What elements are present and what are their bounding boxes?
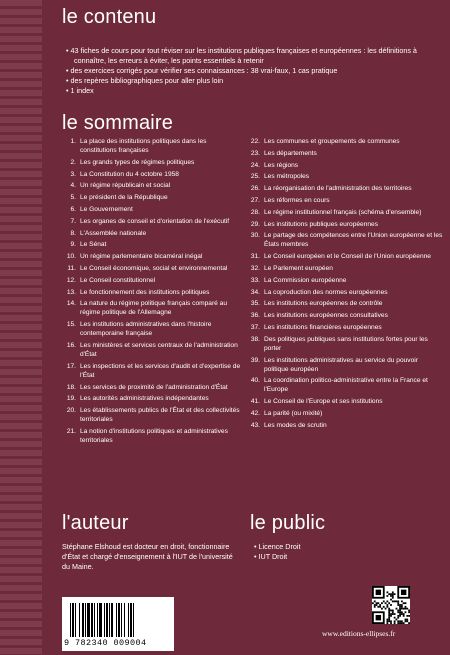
sommaire-item [64, 406, 242, 424]
sommaire-item-number: 42. [250, 409, 260, 417]
heading-auteur: l'auteur [62, 512, 129, 534]
sommaire-item-number: 28. [250, 208, 260, 216]
sommaire-item-number: 34. [250, 288, 260, 296]
sommaire-item-number: 38. [250, 335, 260, 343]
sommaire-item-number: 19. [66, 395, 76, 403]
sommaire-item-number: 9. [70, 241, 76, 249]
sommaire-item [248, 376, 444, 394]
contenu-item: • 1 index [66, 86, 94, 95]
sommaire-item [64, 288, 242, 297]
sommaire-item-number: 8. [70, 229, 76, 237]
qr-code-icon [372, 586, 410, 624]
sommaire-item [248, 264, 444, 273]
sommaire-item-title: Le régime institutionnel français (schéma d'ensemble) [264, 208, 422, 216]
sommaire-item-number: 10. [66, 253, 76, 261]
sommaire-item-title: La réorganisation de l'administration des territoires [264, 185, 412, 193]
sommaire-item [64, 229, 242, 238]
sommaire-item-title: Les institutions administratives au service du pouvoir politique européen [264, 356, 418, 373]
sommaire-item-number: 31. [250, 253, 260, 261]
sommaire-item-title: Le fonctionnement des institutions politiques [80, 288, 210, 296]
sommaire-item [248, 276, 444, 285]
sommaire-item-number: 12. [66, 276, 76, 284]
sommaire-right-column [248, 137, 444, 433]
sommaire-item [64, 181, 242, 190]
sommaire-item [64, 240, 242, 249]
heading-sommaire: le sommaire [62, 112, 174, 134]
sommaire-item-title: La place des institutions politiques dans les constitutions françaises [80, 138, 207, 154]
barcode-bars [70, 603, 166, 637]
sommaire-item [248, 323, 444, 332]
sommaire-item [248, 172, 444, 181]
sommaire-item [64, 217, 242, 226]
sommaire-item-number: 21. [66, 427, 76, 435]
public-list [254, 542, 300, 562]
sommaire-item-number: 22. [250, 138, 260, 145]
sommaire-item-number: 27. [250, 196, 260, 204]
sommaire-item-title: Les inspections et les services d'audit et d'expertise de l'État [80, 362, 241, 379]
sommaire-item-title: Des politiques publiques sans institutions fortes pour les porter [264, 335, 428, 352]
sommaire-item-number: 35. [250, 300, 260, 308]
sommaire-item-title: Le président de la République [80, 194, 168, 202]
sommaire-item-number: 33. [250, 276, 260, 284]
sommaire-item [64, 341, 242, 359]
sommaire-item-title: La parité (ou mixité) [264, 409, 323, 417]
sommaire-item-title: Les établissements publics de l'État et des collectivités territoriales [80, 407, 240, 424]
sommaire-item [64, 320, 242, 338]
sommaire-item-title: La nature du régime politique français comparé au régime politique de l'Allemagne [80, 300, 227, 317]
sommaire-item [248, 288, 444, 297]
sommaire-item [248, 220, 444, 229]
sommaire-item [248, 161, 444, 170]
sommaire-item-number: 20. [66, 407, 76, 415]
sommaire-item-number: 25. [250, 173, 260, 181]
sommaire-item-title: Les institutions européennes consultatives [264, 312, 388, 320]
sommaire-item-title: La coproduction des normes européennes [264, 288, 388, 296]
author-bio: Stéphane Elshoud est docteur en droit, fonctionnaire d'État et chargé d'enseignement à l'IUT de l'université du Maine. [62, 542, 233, 571]
sommaire-item-title: Le Sénat [80, 241, 107, 249]
sommaire-item-number: 14. [66, 300, 76, 308]
sommaire-item-title: Le Parlement européen [264, 264, 333, 272]
sommaire-item-title: Le Gouvernement [80, 205, 133, 213]
sommaire-item-number: 36. [250, 312, 260, 320]
isbn-number: 9 782340 009004 [64, 638, 147, 648]
sommaire-item-title: Les institutions administratives dans l'histoire contemporaine française [80, 321, 212, 338]
sommaire-item [248, 231, 444, 249]
sommaire-item [64, 137, 242, 155]
sommaire-item-number: 39. [250, 356, 260, 364]
sommaire-item-number: 37. [250, 323, 260, 331]
sommaire-item [64, 299, 242, 317]
sommaire-item [248, 196, 444, 205]
sommaire-item [248, 208, 444, 217]
sommaire-item-number: 30. [250, 232, 260, 240]
sommaire-item [64, 383, 242, 392]
sommaire-item-number: 18. [66, 383, 76, 391]
sommaire-item-number: 16. [66, 341, 76, 349]
sommaire-item-title: Le Conseil européen et le Conseil de l'Union européenne [264, 253, 431, 261]
sommaire-item-number: 40. [250, 377, 260, 385]
sommaire-item-number: 17. [66, 362, 76, 370]
sommaire-item-title: La notion d'institutions politiques et administratives territoriales [80, 427, 228, 444]
heading-contenu: le contenu [62, 6, 157, 28]
contenu-item: • des exercices corrigés pour vérifier ses connaissances : 38 vrai-faux, 1 cas pratique [66, 66, 338, 75]
sommaire-item-title: Le Conseil constitutionnel [80, 276, 156, 284]
sommaire-item [248, 421, 444, 430]
sommaire-item [64, 170, 242, 179]
sommaire-item-number: 29. [250, 220, 260, 228]
publisher-website: www.editions-ellipses.fr [322, 629, 396, 638]
sommaire-item [248, 137, 444, 146]
sommaire-item-number: 26. [250, 185, 260, 193]
sommaire-item-title: Les organes de conseil et d'orientation de l'exécutif [80, 217, 230, 225]
sommaire-item-number: 41. [250, 398, 260, 406]
public-item: • Licence Droit [254, 542, 301, 551]
sommaire-item [248, 299, 444, 308]
sommaire-item-number: 32. [250, 264, 260, 272]
public-item: • IUT Droit [254, 552, 288, 561]
sommaire-item-number: 2. [70, 158, 76, 166]
sommaire-item-title: Les départements [264, 149, 317, 157]
sommaire-item [64, 362, 242, 380]
sommaire-item-title: Les grands types de régimes politiques [80, 158, 195, 166]
sommaire-item [64, 205, 242, 214]
contenu-item: • des repères bibliographiques pour aller plus loin [66, 76, 224, 85]
sommaire-item-title: La Constitution du 4 octobre 1958 [80, 170, 179, 178]
sommaire-item [64, 276, 242, 285]
heading-public: le public [250, 512, 326, 534]
sommaire-item [64, 264, 242, 273]
sommaire-item-title: Les métropoles [264, 173, 310, 181]
sommaire-item [64, 252, 242, 261]
sommaire-item-number: 15. [66, 321, 76, 329]
sommaire-item [248, 252, 444, 261]
sommaire-item-title: Les services de proximité de l'administration d'État [80, 383, 228, 391]
sommaire-item-title: Les communes et groupements de communes [264, 138, 400, 145]
sommaire-item-title: Un régime républicain et social [80, 182, 171, 190]
sommaire-item-title: Le partage des compétences entre l'Union européenne et les États membres [264, 232, 443, 249]
sommaire-item-title: Les institutions financières européennes [264, 323, 382, 331]
sommaire-item-title: Les ministères et services centraux de l'administration d'État [80, 341, 238, 358]
sommaire-item [64, 158, 242, 167]
sommaire-item-title: Un régime parlementaire bicaméral inégal [80, 253, 203, 261]
sommaire-item-number: 4. [70, 182, 76, 190]
sommaire-item-title: L'Assemblée nationale [80, 229, 147, 237]
sommaire-item [248, 397, 444, 406]
sommaire-item-number: 11. [67, 264, 76, 272]
sommaire-item [64, 394, 242, 403]
sommaire-item [64, 193, 242, 202]
sommaire-item-number: 43. [250, 421, 260, 429]
sommaire-item [64, 427, 242, 445]
sommaire-item-number: 7. [70, 217, 76, 225]
sommaire-item-number: 5. [70, 194, 76, 202]
sommaire-item-title: Les institutions européennes de contrôle [264, 300, 383, 308]
sommaire-item-title: Les autorités administratives indépendantes [80, 395, 209, 403]
sommaire-item-title: Les modes de scrutin [264, 421, 327, 429]
sommaire-item-title: La Commission européenne [264, 276, 347, 284]
contenu-list [66, 46, 441, 96]
sommaire-item-number: 23. [250, 149, 260, 157]
sommaire-item-title: Les institutions publiques européennes [264, 220, 379, 228]
sommaire-item [248, 311, 444, 320]
sommaire-item-number: 24. [250, 161, 260, 169]
sommaire-item-title: Les régions [264, 161, 299, 169]
sommaire-item [248, 409, 444, 418]
sommaire-item-number: 6. [70, 205, 76, 213]
sommaire-item-title: Le Conseil de l'Europe et ses institutions [264, 398, 383, 406]
sommaire-item-title: Les réformes en cours [264, 196, 330, 204]
sommaire-item-title: La coordination politico-administrative entre la France et l'Europe [264, 377, 428, 394]
sommaire-item [248, 184, 444, 193]
sommaire-item-number: 13. [66, 288, 76, 296]
sommaire-left-column [64, 137, 242, 448]
sommaire-item [248, 356, 444, 374]
sommaire-item-number: 1. [70, 138, 76, 145]
sommaire-item-title: Le Conseil économique, social et environnemental [80, 264, 228, 272]
isbn-barcode [62, 597, 174, 651]
sommaire-item [248, 335, 444, 353]
contenu-item: • 43 fiches de cours pour tout réviser sur les institutions publiques françaises et européennes : les définitions à connaître, les erreurs à éviter, les points essentiels à retenir [66, 46, 417, 65]
sommaire-item-number: 3. [70, 170, 76, 178]
decorative-stripes [0, 0, 42, 655]
sommaire-item [248, 149, 444, 158]
